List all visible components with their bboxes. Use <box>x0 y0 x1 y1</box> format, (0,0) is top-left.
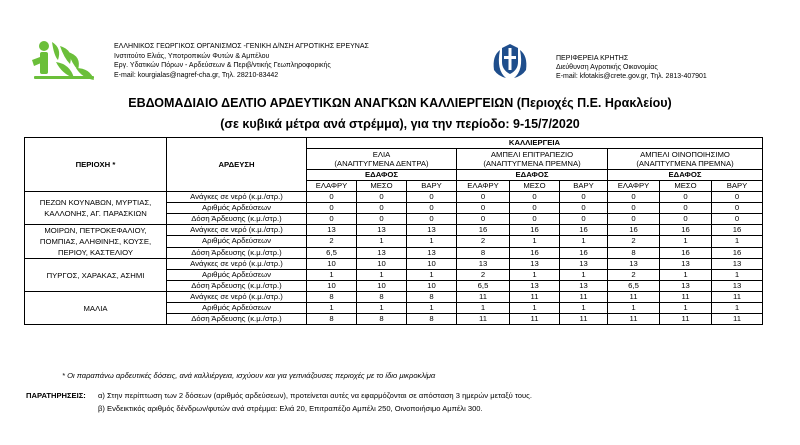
value-cell: 8 <box>357 314 407 325</box>
value-cell: 11 <box>660 314 712 325</box>
value-cell: 16 <box>712 225 763 236</box>
value-cell: 13 <box>560 281 608 292</box>
value-cell: 16 <box>510 225 560 236</box>
value-cell: 0 <box>560 192 608 203</box>
col-header-area: ΠΕΡΙΟΧΗ * <box>25 138 167 192</box>
value-cell: 1 <box>307 270 357 281</box>
org-left-line-3: Εργ. Υδατικών Πόρων - Αρδεύσεων & Περιβ/ντικής Γεωπληροφορικής <box>114 62 331 69</box>
value-cell: 0 <box>510 192 560 203</box>
value-cell: 1 <box>510 270 560 281</box>
table-row <box>25 192 763 203</box>
value-cell: 1 <box>560 303 608 314</box>
value-cell: 0 <box>307 192 357 203</box>
value-cell: 8 <box>457 247 510 258</box>
soil-type: ΜΕΣΟ <box>357 181 407 192</box>
value-cell: 8 <box>357 292 407 303</box>
value-cell: 0 <box>407 203 457 214</box>
value-cell: 1 <box>307 303 357 314</box>
value-cell: 1 <box>560 270 608 281</box>
value-cell: 0 <box>457 192 510 203</box>
value-cell: 1 <box>357 270 407 281</box>
value-cell: 6,5 <box>307 247 357 258</box>
soil-header: ΕΔΑΦΟΣ <box>307 170 457 181</box>
region-name: ΠΥΡΓΟΣ, ΧΑΡΑΚΑΣ, ΑΣΗΜΙ <box>25 259 167 292</box>
value-cell: 11 <box>510 292 560 303</box>
region-rows <box>25 192 763 325</box>
soil-type: ΕΛΑΦΡΥ <box>608 181 660 192</box>
value-cell: 8 <box>407 292 457 303</box>
page-subtitle: (σε κυβικά μέτρα ανά στρέμμα), για την περίοδο: 9-15/7/2020 <box>220 117 580 131</box>
metric-label: Δόση Άρδευσης (κ.μ./στρ.) <box>167 281 307 292</box>
value-cell: 0 <box>712 203 763 214</box>
table-row <box>25 225 763 236</box>
metric-label: Αριθμός Αρδεύσεων <box>167 303 307 314</box>
org-left-line-2: Ινστιτούτο Ελιάς, Υποτροπικών Φυτών & Αμπέλου <box>114 52 270 60</box>
value-cell: 0 <box>560 214 608 225</box>
value-cell: 16 <box>608 225 660 236</box>
value-cell: 1 <box>510 236 560 247</box>
metric-label: Ανάγκες σε νερό (κ.μ./στρ.) <box>167 292 307 303</box>
crop-sub: (ΑΝΑΠΤΥΓΜΕΝΑ ΠΡΕΜΝΑ) <box>483 159 581 168</box>
value-cell: 0 <box>608 214 660 225</box>
crop-name: ΕΛΙΑ <box>372 150 391 159</box>
crop-header-table-grape <box>457 149 608 170</box>
table-row <box>25 259 763 270</box>
value-cell: 11 <box>712 314 763 325</box>
value-cell: 0 <box>660 192 712 203</box>
value-cell: 0 <box>510 214 560 225</box>
value-cell: 13 <box>510 259 560 270</box>
soil-type: ΒΑΡΥ <box>407 181 457 192</box>
header-right <box>484 40 794 90</box>
value-cell: 0 <box>608 203 660 214</box>
note-b: β) Ενδεικτικός αριθμός δένδρων/φυτών ανά στρέμμα: Ελιά 20, Επιτραπέζιο Αμπέλι 250, Οινοποιήσιμο Αμπέλι 300. <box>98 404 483 413</box>
value-cell: 11 <box>457 292 510 303</box>
region-name: ΜΑΛΙΑ <box>25 292 167 325</box>
value-cell: 1 <box>457 303 510 314</box>
value-cell: 16 <box>560 247 608 258</box>
value-cell: 0 <box>457 203 510 214</box>
value-cell: 2 <box>457 236 510 247</box>
value-cell: 1 <box>407 236 457 247</box>
value-cell: 13 <box>307 225 357 236</box>
value-cell: 0 <box>510 203 560 214</box>
value-cell: 1 <box>712 303 763 314</box>
value-cell: 11 <box>608 314 660 325</box>
org-right-text <box>556 54 707 81</box>
soil-type: ΒΑΡΥ <box>712 181 763 192</box>
value-cell: 10 <box>357 259 407 270</box>
org-right-line-3: E-mail: kfotakis@crete.gov.gr, Τηλ. 2813-407901 <box>556 73 707 80</box>
metric-label: Αριθμός Αρδεύσεων <box>167 270 307 281</box>
soil-header: ΕΔΑΦΟΣ <box>608 170 763 181</box>
value-cell: 6,5 <box>457 281 510 292</box>
value-cell: 0 <box>307 203 357 214</box>
value-cell: 6,5 <box>608 281 660 292</box>
metric-label: Δόση Άρδευσης (κ.μ./στρ.) <box>167 314 307 325</box>
value-cell: 11 <box>660 292 712 303</box>
note-a: α) Στην περίπτωση των 2 δόσεων (αριθμός αρδεύσεων), προτείνεται αυτές να εφαρμόζονται σε απόσταση 3 ημερών μεταξύ τους. <box>98 391 532 400</box>
value-cell: 13 <box>608 259 660 270</box>
org-left-text <box>114 42 369 80</box>
value-cell: 11 <box>560 314 608 325</box>
value-cell: 11 <box>510 314 560 325</box>
metric-label: Ανάγκες σε νερό (κ.μ./στρ.) <box>167 225 307 236</box>
metric-label: Δόση Άρδευσης (κ.μ./στρ.) <box>167 214 307 225</box>
value-cell: 1 <box>357 303 407 314</box>
value-cell: 13 <box>712 259 763 270</box>
value-cell: 13 <box>712 281 763 292</box>
value-cell: 11 <box>560 292 608 303</box>
org-right-line-2: Διεύθυνση Αγροτικής Οικονομίας <box>556 64 658 71</box>
value-cell: 13 <box>407 247 457 258</box>
elgo-logo-icon <box>30 38 102 82</box>
value-cell: 16 <box>560 225 608 236</box>
value-cell: 1 <box>660 303 712 314</box>
value-cell: 10 <box>407 259 457 270</box>
value-cell: 0 <box>660 203 712 214</box>
col-header-irrigation: ΑΡΔΕΥΣΗ <box>167 138 307 192</box>
value-cell: 2 <box>307 236 357 247</box>
value-cell: 16 <box>510 247 560 258</box>
value-cell: 16 <box>712 247 763 258</box>
value-cell: 13 <box>407 225 457 236</box>
soil-type: ΒΑΡΥ <box>560 181 608 192</box>
org-left-line-1: ΕΛΛΗΝΙΚΟΣ ΓΕΩΡΓΙΚΟΣ ΟΡΓΑΝΙΣΜΟΣ -ΓΕΝΙΚΗ Δ/ΝΣΗ ΑΓΡΟΤΙΚΗΣ ΕΡΕΥΝΑΣ <box>114 43 369 50</box>
value-cell: 10 <box>357 281 407 292</box>
soil-type: ΕΛΑΦΡΥ <box>307 181 357 192</box>
metric-label: Ανάγκες σε νερό (κ.μ./στρ.) <box>167 192 307 203</box>
value-cell: 1 <box>712 236 763 247</box>
value-cell: 1 <box>660 270 712 281</box>
value-cell: 2 <box>457 270 510 281</box>
value-cell: 13 <box>510 281 560 292</box>
value-cell: 0 <box>712 214 763 225</box>
crop-sub: (ΑΝΑΠΤΥΓΜΕΝΑ ΠΡΕΜΝΑ) <box>636 159 734 168</box>
footnote: * Οι παραπάνω αρδευτικές δόσεις, ανά καλλιέργεια, ισχύουν και για γειτνιάζουσες περιοχές με το ίδιο μικροκλίμα <box>62 371 436 380</box>
region-name: ΜΟΙΡΩΝ, ΠΕΤΡΟΚΕΦΑΛΙΟΥ, ΠΟΜΠΙΑΣ, ΑΛΗΘΙΝΗΣ, ΚΟΥΣΕ, ΠΕΡΙΟΥ, ΚΑΣΤΕΛΙΟΥ <box>25 225 167 259</box>
crop-header-wine-grape <box>608 149 763 170</box>
value-cell: 11 <box>712 292 763 303</box>
value-cell: 13 <box>457 259 510 270</box>
value-cell: 1 <box>510 303 560 314</box>
value-cell: 0 <box>407 214 457 225</box>
value-cell: 0 <box>357 192 407 203</box>
value-cell: 16 <box>660 247 712 258</box>
value-cell: 0 <box>560 203 608 214</box>
value-cell: 10 <box>307 259 357 270</box>
value-cell: 8 <box>608 247 660 258</box>
value-cell: 8 <box>407 314 457 325</box>
value-cell: 1 <box>608 303 660 314</box>
value-cell: 10 <box>407 281 457 292</box>
crop-name: ΑΜΠΕΛΙ ΟΙΝΟΠΟΙΗΣΙΜΟ <box>640 150 730 159</box>
value-cell: 1 <box>560 236 608 247</box>
crop-header-olive <box>307 149 457 170</box>
value-cell: 1 <box>407 270 457 281</box>
soil-type: ΜΕΣΟ <box>510 181 560 192</box>
crop-name: ΑΜΠΕΛΙ ΕΠΙΤΡΑΠΕΖΙΟ <box>490 150 574 159</box>
header-left <box>30 36 460 88</box>
metric-label: Αριθμός Αρδεύσεων <box>167 236 307 247</box>
page-title: ΕΒΔΟΜΑΔΙΑΙΟ ΔΕΛΤΙΟ ΑΡΔΕΥΤΙΚΩΝ ΑΝΑΓΚΩΝ ΚΑΛΛΙΕΡΓΕΙΩΝ (Περιοχές Π.Ε. Ηρακλείου) <box>128 96 672 110</box>
value-cell: 8 <box>307 314 357 325</box>
value-cell: 0 <box>307 214 357 225</box>
region-name: ΠΕΖΩΝ ΚΟΥΝΑΒΩΝ, ΜΥΡΤΙΑΣ, ΚΑΛΛΟΝΗΣ, ΑΓ. ΠΑΡΑΣΚΙΩΝ <box>25 192 167 225</box>
value-cell: 8 <box>307 292 357 303</box>
value-cell: 1 <box>660 236 712 247</box>
value-cell: 0 <box>660 214 712 225</box>
value-cell: 11 <box>608 292 660 303</box>
soil-header: ΕΔΑΦΟΣ <box>457 170 608 181</box>
metric-label: Ανάγκες σε νερό (κ.μ./στρ.) <box>167 259 307 270</box>
metric-label: Αριθμός Αρδεύσεων <box>167 203 307 214</box>
greek-emblem-icon <box>484 40 536 82</box>
notes-label: ΠΑΡΑΤΗΡΗΣΕΙΣ: <box>26 391 86 400</box>
crops-header: ΚΑΛΛΙΕΡΓΕΙΑ <box>307 138 763 149</box>
soil-type: ΜΕΣΟ <box>660 181 712 192</box>
value-cell: 1 <box>407 303 457 314</box>
value-cell: 13 <box>357 225 407 236</box>
org-left-line-4: E-mail: kourgialas@nagref-cha.gr, Τηλ. 28210-83442 <box>114 71 279 79</box>
soil-type: ΕΛΑΦΡΥ <box>457 181 510 192</box>
value-cell: 0 <box>608 192 660 203</box>
metric-label: Δόση Άρδευσης (κ.μ./στρ.) <box>167 247 307 258</box>
table-row <box>25 292 763 303</box>
value-cell: 0 <box>357 203 407 214</box>
value-cell: 16 <box>660 225 712 236</box>
value-cell: 0 <box>712 192 763 203</box>
value-cell: 13 <box>660 281 712 292</box>
crop-sub: (ΑΝΑΠΤΥΓΜΕΝΑ ΔΕΝΤΡΑ) <box>334 159 429 168</box>
value-cell: 13 <box>560 259 608 270</box>
value-cell: 11 <box>457 314 510 325</box>
value-cell: 0 <box>457 214 510 225</box>
value-cell: 16 <box>457 225 510 236</box>
value-cell: 13 <box>660 259 712 270</box>
value-cell: 1 <box>712 270 763 281</box>
value-cell: 2 <box>608 270 660 281</box>
value-cell: 10 <box>307 281 357 292</box>
value-cell: 0 <box>357 214 407 225</box>
value-cell: 1 <box>357 236 407 247</box>
value-cell: 2 <box>608 236 660 247</box>
value-cell: 0 <box>407 192 457 203</box>
org-right-line-1: ΠΕΡΙΦΕΡΕΙΑ ΚΡΗΤΗΣ <box>556 55 629 62</box>
value-cell: 13 <box>357 247 407 258</box>
irrigation-table <box>24 137 763 325</box>
